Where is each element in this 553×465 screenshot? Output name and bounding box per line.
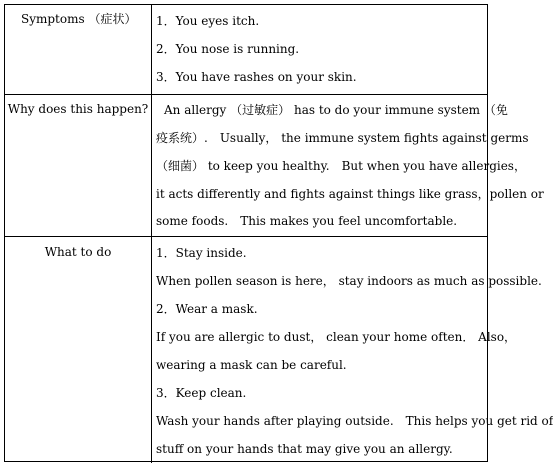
content-cell	[152, 94, 544, 236]
text-line: If you are allergic to dust， clean your home often． Also，	[156, 330, 517, 344]
text-line: 1．Stay inside.	[156, 246, 247, 260]
allergy-info-table	[4, 4, 553, 462]
text-line: stuff on your hands that may give you an allergy.	[156, 442, 453, 456]
table-row-symptoms	[5, 5, 487, 95]
content-cell	[152, 5, 487, 94]
row-label: What to do	[44, 245, 112, 259]
text-line: 3．Keep clean.	[156, 386, 247, 400]
text-line: some foods. This makes you feel uncomfortable.	[156, 214, 458, 228]
row-label: Why does this happen?	[7, 102, 149, 116]
label-cell	[5, 94, 152, 236]
text-line: When pollen season is here， stay indoors as much as possible.	[156, 274, 542, 288]
text-line: 疫系统）. Usually， the immune system fights against germs	[156, 131, 529, 145]
text-line: 1．You eyes itch.	[156, 14, 260, 28]
text-line: 2．You nose is running.	[156, 42, 300, 56]
text-line: wearing a mask can be careful.	[156, 358, 347, 372]
table-row-what-to-do	[5, 236, 553, 463]
content-cell	[152, 236, 553, 463]
text-line: Wash your hands after playing outside. This helps you get rid of	[156, 414, 553, 428]
label-cell	[5, 5, 152, 94]
label-cell	[5, 236, 152, 463]
text-line: （细菌） to keep you healthy. But when you have allergies，	[156, 159, 526, 173]
text-line: 3．You have rashes on your skin.	[156, 70, 357, 84]
text-line: An allergy （过敏症） has to do your immune system （免	[164, 103, 508, 117]
row-label: Symptoms （症状）	[21, 12, 137, 26]
text-line: 2．Wear a mask.	[156, 302, 258, 316]
table-row-why	[5, 94, 544, 237]
text-line: it acts differently and fights against things like grass，pollen or	[156, 187, 544, 201]
